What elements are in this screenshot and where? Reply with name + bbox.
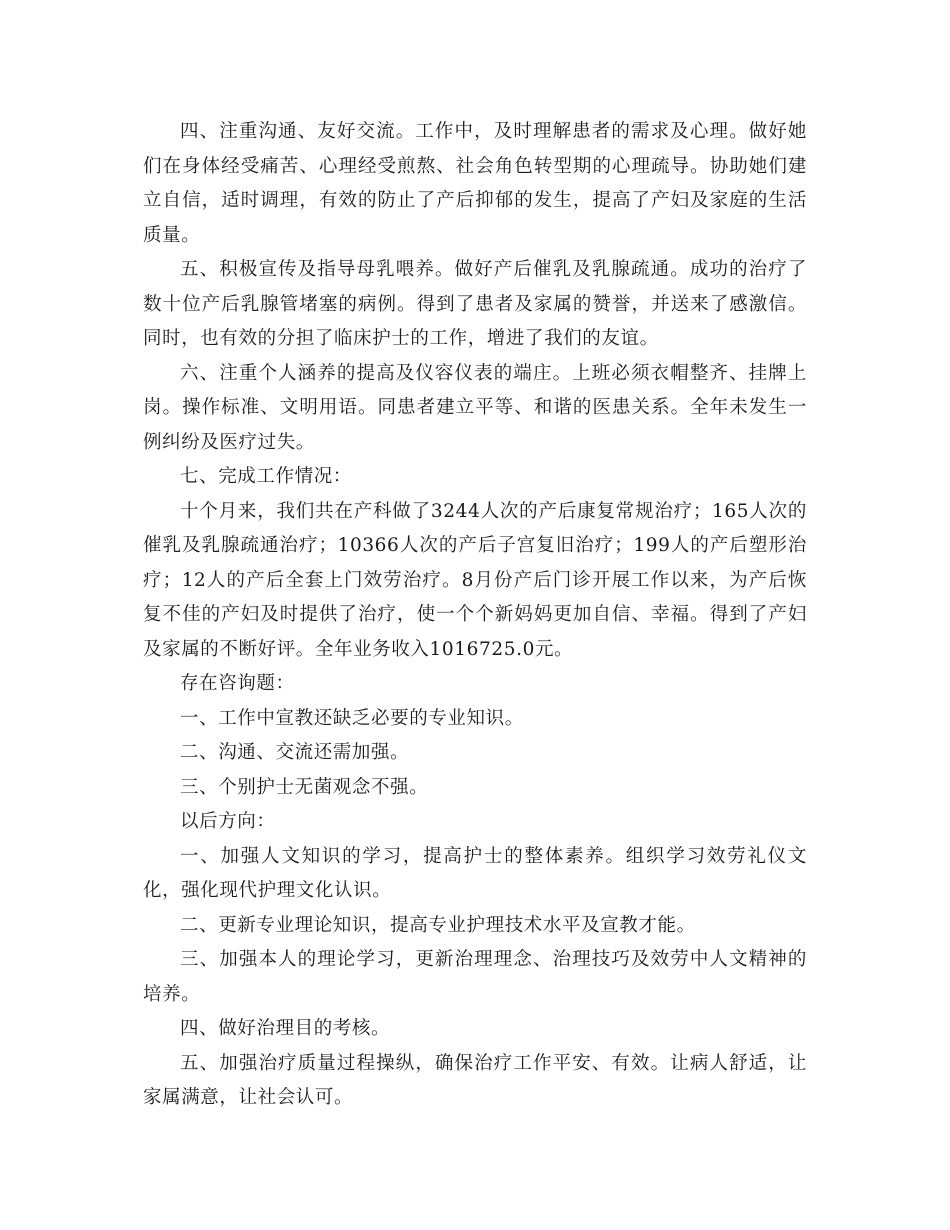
section-heading-problems: 存在咨询题： xyxy=(180,673,295,694)
section-heading-future-direction: 以后方向： xyxy=(180,811,276,832)
direction-item-5: 五、加强治疗质量过程操纵，确保治疗工作平安、有效。让病人舒适，让家属满意，让社会认可。 xyxy=(143,1052,807,1108)
paragraph-breastfeeding: 五、积极宣传及指导母乳喂养。做好产后催乳及乳腺疏通。成功的治疗了数十位产后乳腺管堵塞的病例。得到了患者及家属的赞誉，并送来了感激信。同时，也有效的分担了临床护士的工作，增进了我们的友谊。 xyxy=(143,259,807,349)
document-body xyxy=(143,115,807,1116)
direction-item-1: 一、加强人文知识的学习，提高护士的整体素养。组织学习效劳礼仪文化，强化现代护理文化认识。 xyxy=(143,845,807,901)
direction-item-2: 二、更新专业理论知识，提高专业护理技术水平及宣教才能。 xyxy=(180,914,696,936)
direction-item-4: 四、做好治理目的考核。 xyxy=(180,1018,391,1039)
paragraph-personal-conduct: 六、注重个人涵养的提高及仪容仪表的端庄。上班必须衣帽整齐、挂牌上岗。操作标准、文明用语。同患者建立平等、和谐的医患关系。全年未发生一例纠纷及医疗过失。 xyxy=(143,362,807,453)
paragraph-communication: 四、注重沟通、友好交流。工作中，及时理解患者的需求及心理。做好她们在身体经受痛苦、心理经受煎熬、社会角色转型期的心理疏导。协助她们建立自信，适时调理，有效的防止了产后抑郁的发生，提高了产妇及家庭的生活质量。 xyxy=(143,121,807,246)
paragraph-work-statistics: 十个月来，我们共在产科做了3244人次的产后康复常规治疗；165人次的催乳及乳腺疏通治疗；10366人次的产后子宫复旧治疗；199人的产后塑形治疗；12人的产后全套上门效劳治疗。8月份产后门诊开展工作以来，为产后恢复不佳的产妇及时提供了治疗，使一个个新妈妈更加自信、幸福。得到了产妇及家属的不断好评。全年业务收入1016725.0元。 xyxy=(143,500,807,660)
problem-item-3: 三、个别护士无菌观念不强。 xyxy=(180,776,429,798)
section-heading-work-completed: 七、完成工作情况： xyxy=(180,466,352,487)
problem-item-2: 二、沟通、交流还需加强。 xyxy=(180,742,410,763)
direction-item-3: 三、加强本人的理论学习，更新治理理念、治理技巧及效劳中人文精神的培养。 xyxy=(143,949,807,1005)
problem-item-1: 一、工作中宣教还缺乏必要的专业知识。 xyxy=(180,707,524,729)
